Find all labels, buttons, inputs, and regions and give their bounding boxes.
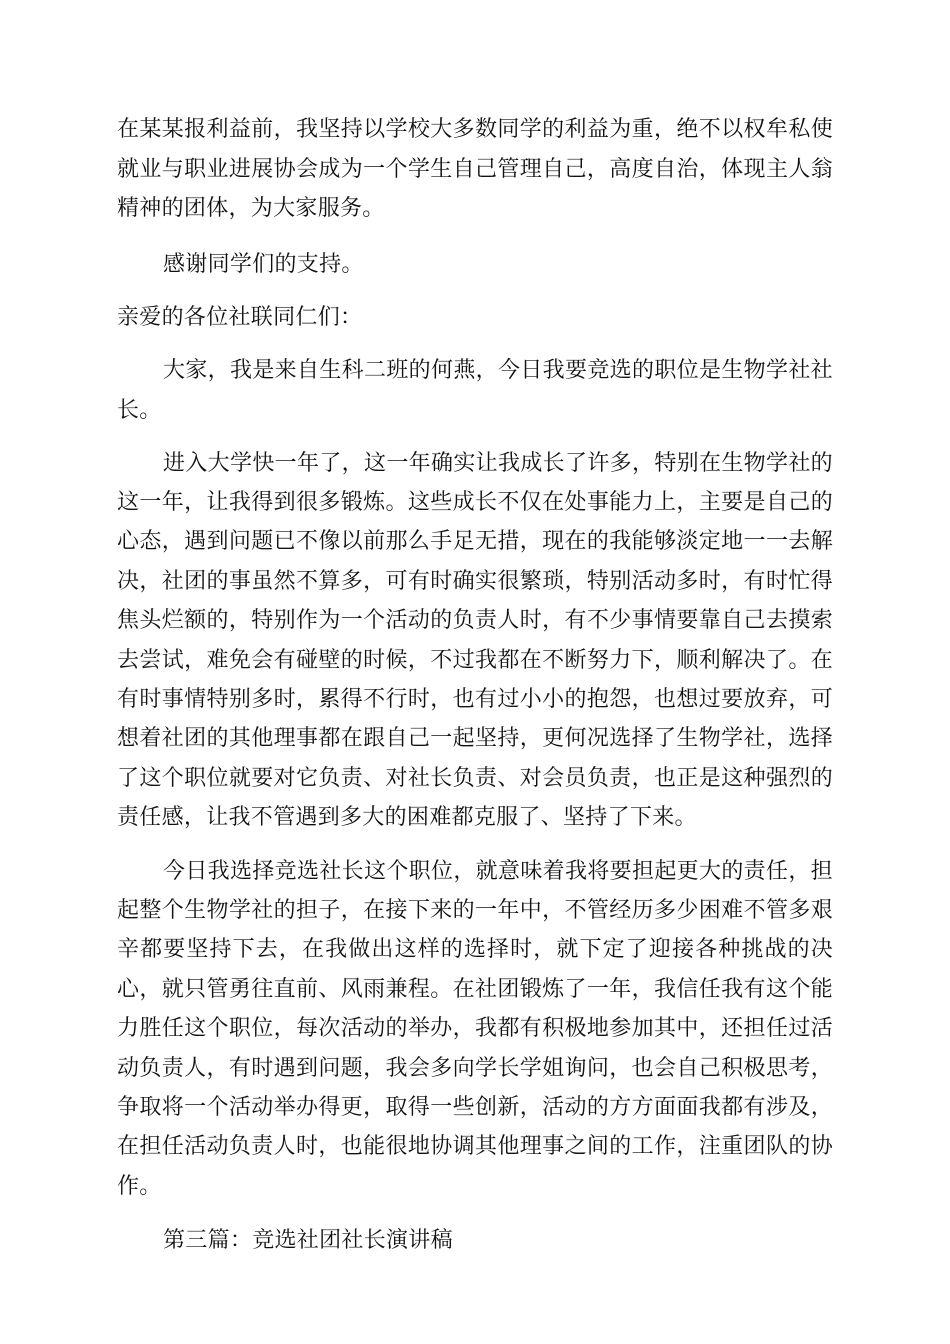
paragraph-line: 就业与职业进展协会成为一个学生自己管理自己，高度自治，体现主人翁 — [117, 157, 833, 182]
paragraph-line: 心态，遇到问题已不像以前那么手足无措，现在的我能够淡定地一一去解 — [117, 529, 833, 554]
paragraph-line: 在某某报利益前，我坚持以学校大多数同学的利益为重，绝不以权牟私使 — [117, 117, 833, 142]
paragraph-line: 力胜任这个职位，每次活动的举办，我都有积极地参加其中，还担任过活 — [117, 1016, 833, 1041]
paragraph-line: 进入大学快一年了，这一年确实让我成长了许多，特别在生物学社的 — [163, 451, 833, 476]
paragraph-line: 这一年，让我得到很多锻炼。这些成长不仅在处事能力上，主要是自己的 — [117, 490, 833, 515]
paragraph-line: 大家，我是来自生科二班的何燕，今日我要竞选的职位是生物学社社 — [163, 358, 833, 383]
paragraph-line: 动负责人，有时遇到问题，我会多向学长学姐询问，也会自己积极思考， — [117, 1056, 833, 1081]
paragraph-line: 感谢同学们的支持。 — [163, 252, 364, 277]
paragraph-line: 想着社团的其他理事都在跟自己一起坚持，更何况选择了生物学社，选择 — [117, 726, 833, 751]
paragraph-line: 起整个生物学社的担子，在接下来的一年中，不管经历多少困难不管多艰 — [117, 898, 833, 923]
paragraph-line: 了这个职位就要对它负责、对社长负责、对会员负责，也正是这种强烈的 — [117, 766, 833, 791]
section-heading: 第三篇：竞选社团社长演讲稿 — [163, 1228, 453, 1253]
paragraph-line: 责任感，让我不管遇到多大的困难都克服了、坚持了下来。 — [117, 805, 697, 830]
salutation: 亲爱的各位社联同仁们： — [117, 305, 363, 330]
paragraph-line: 在担任活动负责人时，也能很地协调其他理事之间的工作，注重团队的协 — [117, 1134, 833, 1159]
paragraph-line: 争取将一个活动举办得更，取得一些创新，活动的方方面面我都有涉及， — [117, 1095, 833, 1120]
paragraph-line: 长。 — [117, 398, 162, 423]
paragraph-line: 辛都要坚持下去，在我做出这样的选择时，就下定了迎接各种挑战的决 — [117, 937, 833, 962]
paragraph-line: 心，就只管勇往直前、风雨兼程。在社团锻炼了一年，我信任我有这个能 — [117, 977, 833, 1002]
paragraph-line: 决，社团的事虽然不算多，可有时确实很繁琐，特别活动多时，有时忙得 — [117, 569, 833, 594]
paragraph-line: 有时事情特别多时，累得不行时，也有过小小的抱怨，也想过要放弃，可 — [117, 687, 833, 712]
paragraph-line: 作。 — [117, 1174, 162, 1199]
paragraph-line: 焦头烂额的，特别作为一个活动的负责人时，有不少事情要靠自己去摸索 — [117, 608, 833, 633]
paragraph-line: 今日我选择竞选社长这个职位，就意味着我将要担起更大的责任，担 — [163, 859, 833, 884]
paragraph-line: 去尝试，难免会有碰壁的时候，不过我都在不断努力下，顺利解决了。在 — [117, 648, 833, 673]
paragraph-line: 精神的团体，为大家服务。 — [117, 196, 385, 221]
